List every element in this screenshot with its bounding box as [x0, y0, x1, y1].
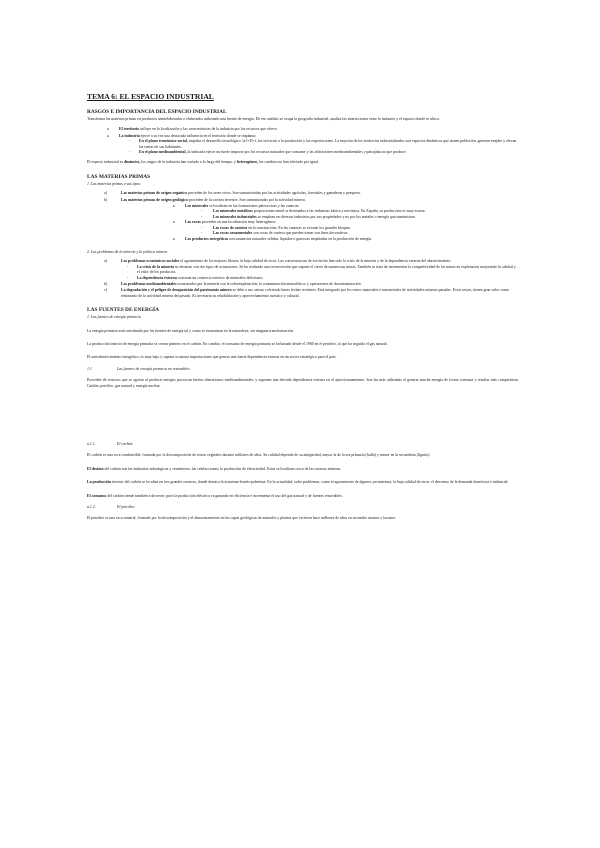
- list-item: ● Los minerales se localizan en las formaciones paleozoicas y las cuencas: - Los minerales metálicos proporcionan metal se destinados a las industrias básica y mecánica. En España, su producción es muy escasa. - Los minerales industriales se emplean en diversas industrias por sus propiedades y no por los metales o energía que suministran.: [121, 204, 519, 220]
- list-item: a) Las materias primas de origen orgánico proceden de los seres vivos. Son suministradas por las actividades agrícolas, forestales y ganaderas y pesquera.: [104, 191, 361, 196]
- paragraph-energia-primaria: La energía primaria está constituida por las fuentes de energía tal y como se encuentran en la naturaleza, sin ninguna transformación.: [87, 328, 294, 333]
- paragraph-destino-carbon: El destino del carbón son las industrias siderúrgicas y cementeras; las calefacciones; la producción de electricidad. Estas se localizan cerca de las cuencas mineras.: [87, 466, 342, 471]
- list-item: - Los minerales industriales se emplean en diversas industrias por sus propiedades y no por los metales o energía que suministran.: [185, 215, 519, 220]
- subsection-title-tipos: 1. Las materias primas y sus tipos: [87, 181, 141, 186]
- list-item: - La crisis de la minería se afrontan con dos tipos de actuaciones. Se ha realizado una reconversión que supone el cierre de numerosas minas. También se trata de incrementar la competitividad de las minas en explotación mejorando la calidad y el valor de los productos.: [121, 265, 519, 276]
- list-item: ● El territorio influye en la localización y las características de la industria por los recursos que ofrece.: [87, 127, 519, 132]
- paragraph-produccion-carbon: La producción interior del carbón se localiza en tres grandes cuencas, donde destaca la asturiana-leonés-palentina. En la actualidad, sufre problemas, como el agotamiento de algunos yacimientos, la baja calidad de otros; el descenso de la demanda doméstica e industrial.: [87, 480, 509, 485]
- list-item: - Las rocas de cantera en la construcción. En las canteras se extraen los grandes bloques.: [185, 226, 519, 231]
- list-item: - Los minerales metálicos proporcionan metal se destinados a las industrias básica y mecánica. En España, su producción es muy escasa.: [185, 209, 519, 214]
- dash-list-minerales: [185, 209, 519, 220]
- paragraph-consumo-carbon: El consumo del carbón tiende también a decrecer, pues la producción eléctrica va ganando en eficiencia e incrementa el uso del gas natural y de fuentes renovables.: [87, 493, 343, 498]
- dash-list-planos: [119, 139, 519, 155]
- alpha-list-problemas: [87, 259, 519, 299]
- list-item: c) La degradación y el peligro de desaparición del patrimonio minero se debe a sus causas volviendo bases fechas recientes. Está integrado por los restos materiales e inmateriales de actividades mineras pasadas. Estos restos, tienen gran valor como testimonio de la actividad minera del pasado. Es necesaria su rehabilitación y aprovechamiento turístico y cultural.: [104, 288, 510, 298]
- paragraph-produccion-interior: La producción interior de energía primaria se centra primero en el carbón. En cambio, el consumo de energía primaria se ha basado desde el 1960 en el petróleo, al que ha seguido el gas natural.: [87, 341, 388, 346]
- paragraph-petroleo: El petróleo es una roca mineral, formado por la descomposición y el almacenamiento en las capas geológicas de animales y plantas que vivieron hace millones de años en un medio marino o lacustre.: [87, 516, 397, 521]
- alpha-list-tipos: [87, 191, 519, 242]
- subsection-title-carbon: a.1.1. El carbón: [87, 442, 133, 446]
- list-item: ● Los productos energéticos son sustancias naturales sólidas, líquidas o gaseosas empleadas en la producción de energía.: [121, 237, 519, 242]
- section-heading-materias-primas: LAS MATERIAS PRIMAS: [87, 173, 151, 180]
- subsection-title-energia-primaria: 1. Las fuentes de energía primaria: [87, 315, 141, 320]
- dash-list-rocas: [185, 226, 519, 237]
- list-item: - La dependencia externa ocasiona un comercio exterior de minerales deficitario.: [121, 276, 519, 281]
- paragraph-intro: Transforma las materias primas en productos semielaborados o elaborados utilizando una fuente de energía. De ese análisis se ocupa la geografía industrial, analiza las interacciones entre la industria y el espacio donde se ubica.: [87, 117, 440, 121]
- subsection-title-no-renovables: 1.1 Las fuentes de energía primaria no renovables: [87, 366, 190, 371]
- subsection-title-petroleo: a.1.2. El petróleo: [87, 505, 135, 510]
- paragraph-no-renovables: Proceden de recursos que se agotan al producir energía; provocan fuertes alteraciones medioambientales; y suponen una elevada dependencia externa en el aprovisionamiento. Son las más utilizadas al generar mucha energía de forma continua y resultar más competitivas. Carbón, petróleo, gas natural y energía nuclear.: [87, 378, 519, 388]
- section-heading-fuentes-energia: LAS FUENTES DE ENERGÍA: [87, 307, 160, 314]
- paragraph-carbon: El carbón es una roca combustible, formada por la descomposición de restos vegetales durante millones de años. Su calidad depende de su antigüedad, mayor la de la era primaria (hulla) y menor en la secundaria (lignito).: [87, 453, 431, 458]
- subsection-title-problemas: 2. Los problemas de la minería y la política minera: [87, 249, 168, 254]
- list-item: a) Los problemas económicos-sociales el agotamiento de los mejores filones; la baja calidad de otros. Las consecuencias de ese hecho han sido la crisis de la minería y de la dependencia externa del abastecimiento. - La crisis de la minería se afrontan con dos tipos de actuaciones. Se ha realizado una reconversión que supone el cierre de numerosas minas. También se trata de incrementar la competitividad de las minas en explotación mejorando la calidad y el valor de los productos. - La dependencia externa ocasiona un comercio exterior de minerales deficitario.: [87, 259, 519, 281]
- page-title: TEMA 6: EL ESPACIO INDUSTRIAL: [87, 92, 214, 101]
- document-page: [87, 92, 519, 527]
- list-item: - En el plano económico-social, impulsa el desarrollo tecnológico, la I+D+i, los servicios a la producción y las exportaciones. La mayoría de los territorios industrializados son espacios dinámicos que atraen población, generan empleo y elevan las rentas de sus habitantes.: [119, 139, 519, 150]
- list-item: ● La industria ejerce a su vez una destacada influencia en el territorio donde se implanta: - En el plano económico-social, impulsa el desarrollo tecnológico, la I+D+i, los servicios a la producción y las exportaciones. La mayoría de los territorios industrializados son espacios dinámicos que atraen población, generan empleo y elevan las rentas de sus habitantes. - En el plano medioambiental, la industria ejerce un fuerte impacto por los recursos naturales que consume y las alteraciones medioambientales y paisajísticas que produce.: [87, 134, 519, 156]
- bullet-list-territorio: [87, 127, 519, 155]
- section-heading-rasgos: RASGOS E IMPORTANCIA DEL ESPACIO INDUSTRIAL: [87, 109, 227, 115]
- list-item: - En el plano medioambiental, la industria ejerce un fuerte impacto por los recursos naturales que consume y las alteraciones medioambientales y paisajísticas que produce.: [119, 150, 519, 155]
- bullet-list-geologico: [121, 204, 519, 242]
- list-item: b) Los problemas medioambientales ocasionados por la minería son la sobreexplotación; la contaminación atmosférica; y operaciones de dacontaminación.: [104, 281, 362, 286]
- paragraph-espacio-industrial: El espacio industrial es dinámico, los rasgos de la industria han variado a lo largo del tiempo, y heterogéneo, los cambios no han afectado por igual.: [87, 160, 319, 165]
- list-item: - Las rocas ornamentales son rocas de cantera que pueden tomar son fines decorativos.: [185, 231, 519, 236]
- paragraph-autoabastecimiento: El autoabastecimiento energético, es muy bajo y supone ocasiona importaciones que genera una fuerte dependencia externa en un sector estratégico para el país.: [87, 355, 337, 360]
- list-item: ● Las rocas proceden en una localización muy heterogénea: - Las rocas de cantera en la construcción. En las canteras se extraen los grandes bloques. - Las rocas ornamentales son rocas de cantera que pueden tomar son fines decorativos.: [121, 220, 519, 236]
- list-item: b) Las materias primas de origen geológico proceden de la corteza terrestre. Son suministradas por la actividad minera. ● Los minerales se localizan en las formaciones paleozoicas y las cuencas: - Los minerales metálicos proporcionan metal se destinados a las industrias básica y mecánica. En España, su producción es muy escasa. - Los minerales industriales se emplean en diversas industrias por sus propiedades y no por los metales o energía que suministran. ● Las rocas proceden en una localización muy heterogénea: - Las rocas de cantera en la construcción. En las canteras se extraen los grandes bloques. - Las rocas ornamentales son rocas de cantera que pueden tomar son fines decorativos. ● Los productos energéticos son sustancias naturales sólidas, líquidas o gaseosas empleadas en la producción de energía.: [87, 198, 519, 242]
- dash-list-crisis: [121, 265, 519, 281]
